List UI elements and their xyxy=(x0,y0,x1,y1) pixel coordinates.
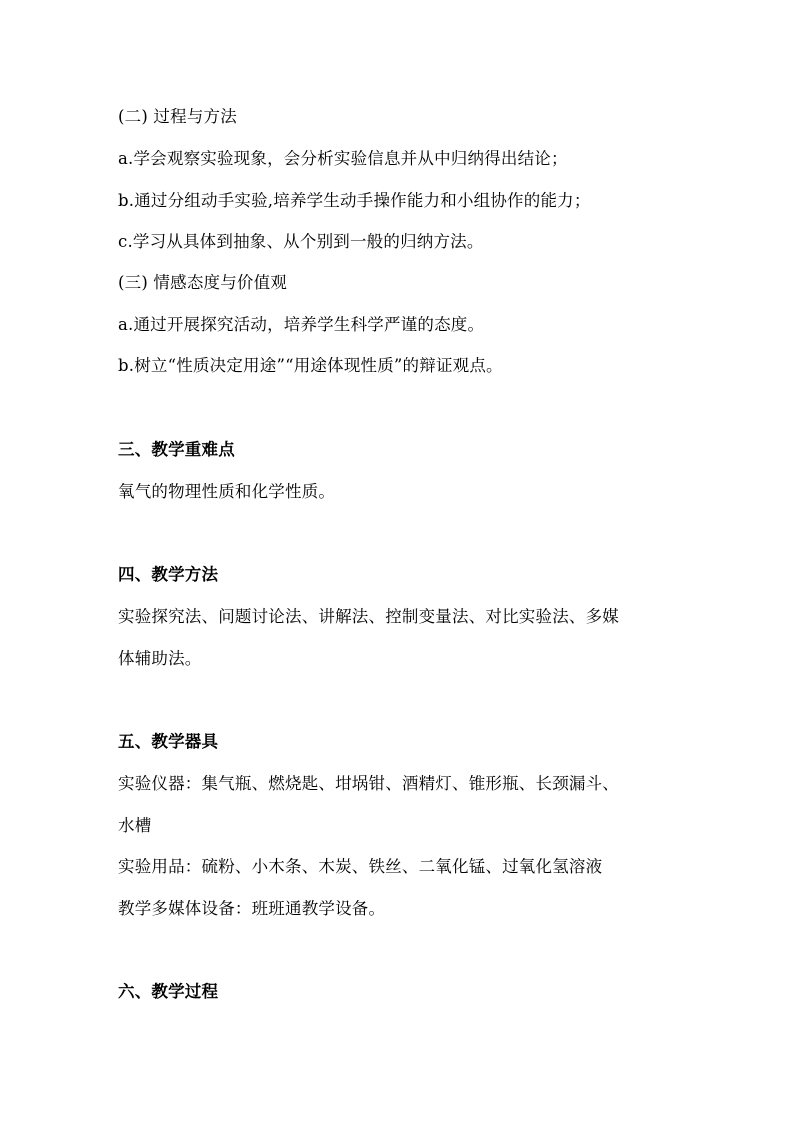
section-heading-teaching-methods: 四、教学方法 xyxy=(118,565,219,584)
paragraph-instruments-line1: 实验仪器：集气瓶、燃烧匙、坩埚钳、酒精灯、锥形瓶、长颈漏斗、 xyxy=(118,774,619,793)
list-item: b.通过分组动手实验,培养学生动手操作能力和小组协作的能力； xyxy=(118,191,591,210)
section-heading-key-points: 三、教学重难点 xyxy=(118,440,235,459)
paragraph-multimedia: 教学多媒体设备：班班通教学设备。 xyxy=(118,899,386,918)
paragraph-methods-line2: 体辅助法。 xyxy=(118,649,202,668)
section-heading-teaching-equipment: 五、教学器具 xyxy=(118,732,219,751)
subsection-title-process-methods: (二) 过程与方法 xyxy=(118,107,237,126)
list-item: a.学会观察实验现象，会分析实验信息并从中归纳得出结论； xyxy=(118,149,568,168)
list-item: b.树立“性质决定用途”“用途体现性质”的辩证观点。 xyxy=(118,356,503,375)
paragraph-key-points: 氧气的物理性质和化学性质。 xyxy=(118,482,336,501)
subsection-title-attitudes-values: (三) 情感态度与价值观 xyxy=(118,273,288,292)
paragraph-supplies: 实验用品：硫粉、小木条、木炭、铁丝、二氧化锰、过氧化氢溶液 xyxy=(118,857,603,876)
section-heading-teaching-process: 六、教学过程 xyxy=(118,982,219,1001)
paragraph-instruments-line2: 水槽 xyxy=(118,816,152,835)
paragraph-methods-line1: 实验探究法、问题讨论法、讲解法、控制变量法、对比实验法、多媒 xyxy=(118,607,619,626)
list-item: c.学习从具体到抽象、从个别到一般的归纳方法。 xyxy=(118,232,484,251)
list-item: a.通过开展探究活动，培养学生科学严谨的态度。 xyxy=(118,315,485,334)
